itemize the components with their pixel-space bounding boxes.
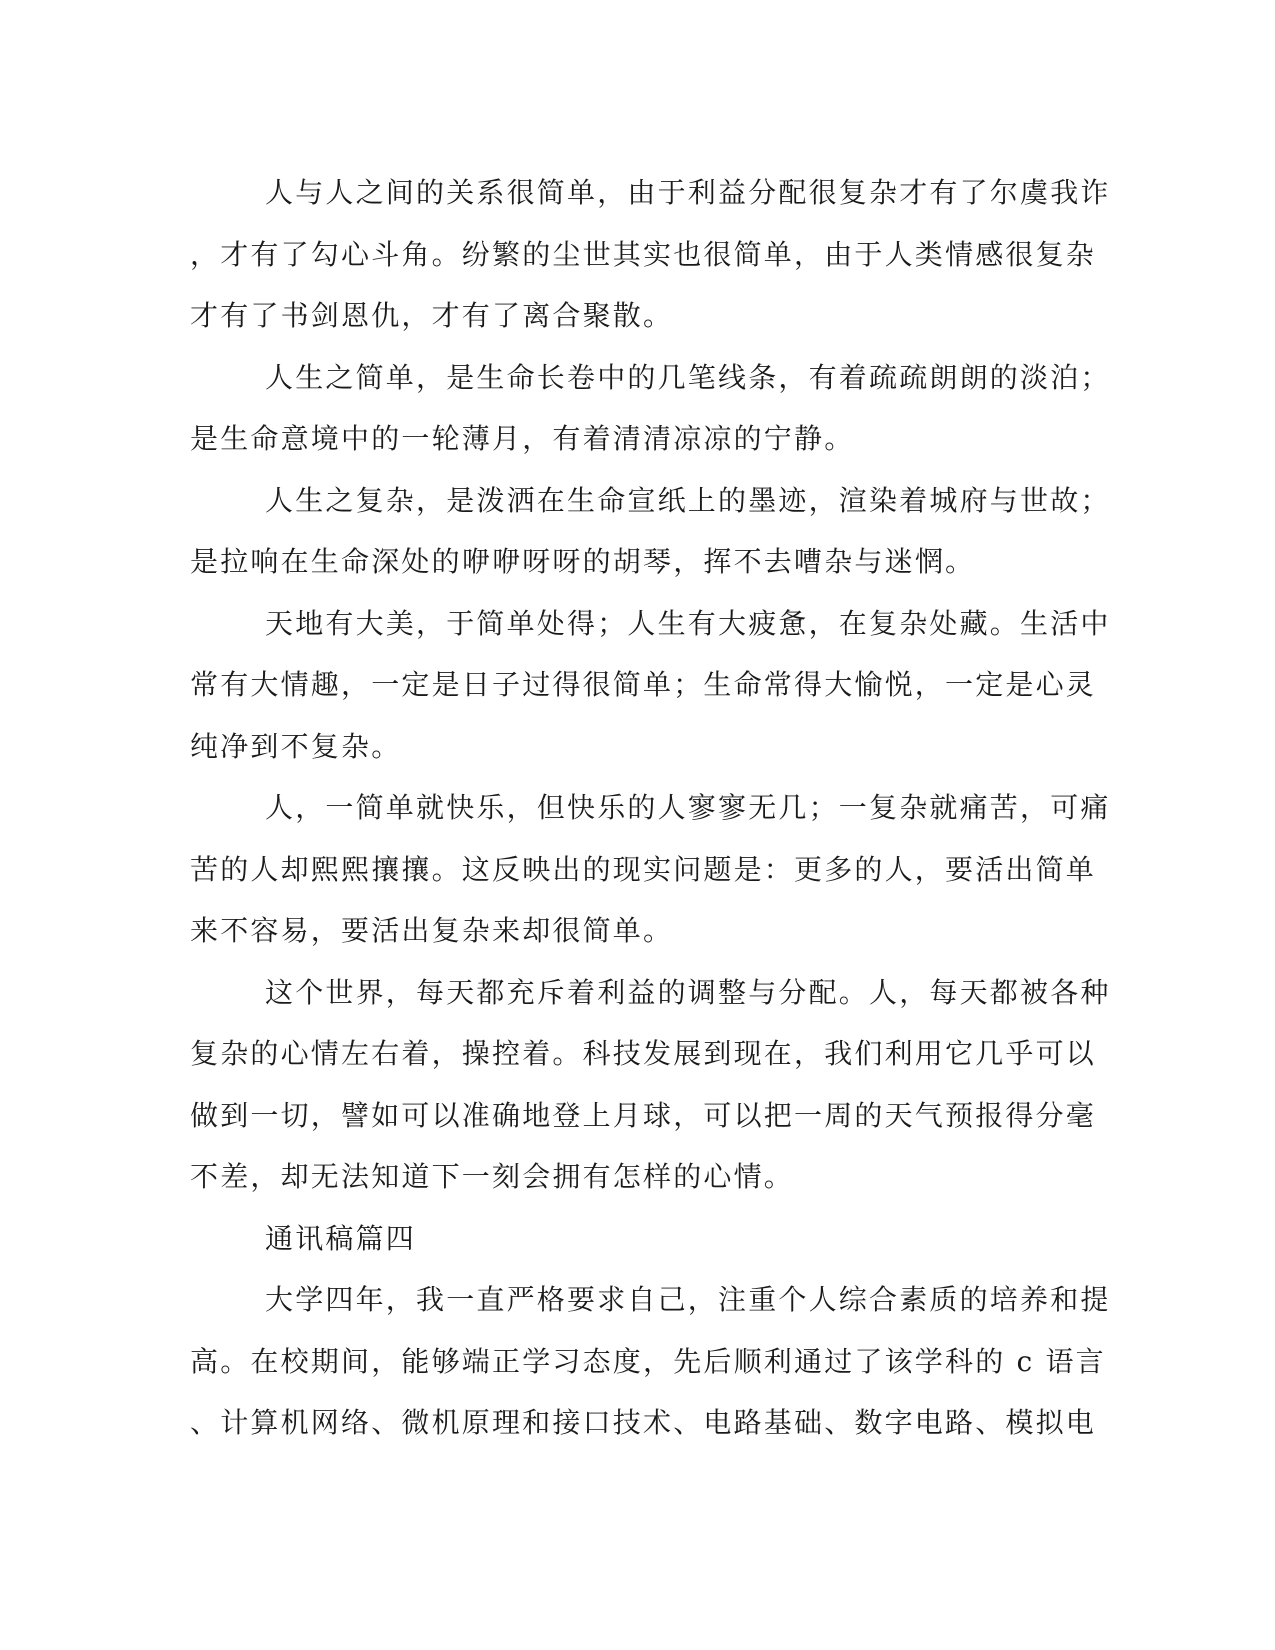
paragraph-line: 做到一切，譬如可以准确地登上月球，可以把一周的天气预报得分毫: [190, 1098, 1097, 1132]
paragraph-4: [190, 593, 1111, 778]
paragraph-line: 大学四年，我一直严格要求自己，注重个人综合素质的培养和提: [265, 1283, 1111, 1316]
paragraph-1: [190, 162, 1111, 347]
paragraph-line: 是拉响在生命深处的咿咿呀呀的胡琴，挥不去嘈杂与迷惘。: [190, 545, 976, 578]
paragraph-line: 、计算机网络、微机原理和接口技术、电路基础、数字电路、模拟电: [190, 1406, 1097, 1439]
paragraph-line: 人生之复杂，是泼洒在生命宣纸上的墨迹，渲染着城府与世故；: [265, 483, 1111, 517]
paragraph-line: 人，一简单就快乐，但快乐的人寥寥无几；一复杂就痛苦，可痛: [265, 791, 1111, 824]
paragraph-6: [190, 962, 1111, 1208]
paragraph-line: 是生命意境中的一轮薄月，有着清清凉凉的宁静。: [190, 422, 855, 455]
paragraph-line: 来不容易，要活出复杂来却很简单。: [190, 914, 674, 947]
paragraph-line: 人生之简单，是生命长卷中的几笔线条，有着疏疏朗朗的淡泊；: [265, 360, 1111, 394]
paragraph-line: 这个世界，每天都充斥着利益的调整与分配。人，每天都被各种: [265, 975, 1111, 1009]
paragraph-3: [190, 470, 1111, 593]
document-body: [190, 162, 1111, 1454]
paragraph-line: 人与人之间的关系很简单，由于利益分配很复杂才有了尔虞我诈: [265, 176, 1111, 209]
paragraph-line: 才有了书剑恩仇，才有了离合聚散。: [190, 299, 674, 332]
paragraph-line: 高。在校期间，能够端正学习态度，先后顺利通过了该学科的 c 语言: [190, 1344, 1106, 1378]
paragraph-line: 天地有大美，于简单处得；人生有大疲惫，在复杂处藏。生活中: [265, 606, 1111, 640]
paragraph-line: 复杂的心情左右着，操控着。科技发展到现在，我们利用它几乎可以: [190, 1037, 1097, 1070]
paragraph-line: 苦的人却熙熙攘攘。这反映出的现实问题是：更多的人，要活出简单: [190, 852, 1097, 886]
paragraph-line: 纯净到不复杂。: [190, 729, 402, 763]
paragraph-line: ，才有了勾心斗角。纷繁的尘世其实也很简单，由于人类情感很复杂: [190, 237, 1097, 271]
paragraph-final: [190, 1269, 1111, 1454]
paragraph-line: 不差，却无法知道下一刻会拥有怎样的心情。: [190, 1160, 795, 1193]
paragraph-2: [190, 347, 1111, 470]
section-heading: 通讯稿篇四: [265, 1221, 417, 1255]
paragraph-line: 常有大情趣，一定是日子过得很简单；生命常得大愉悦，一定是心灵: [190, 668, 1097, 701]
paragraph-5: [190, 777, 1111, 962]
